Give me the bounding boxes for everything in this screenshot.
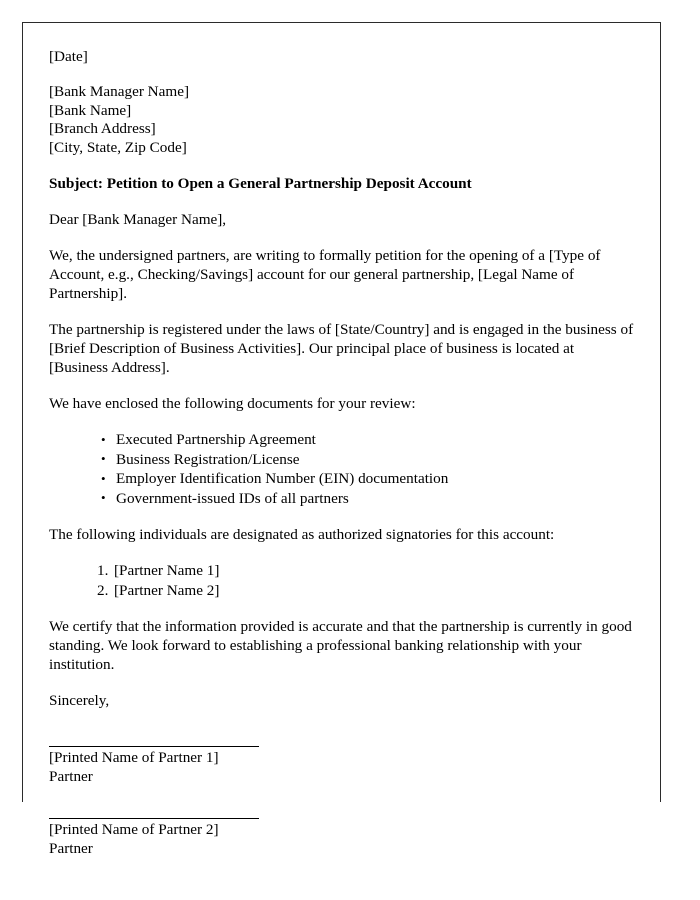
document-body	[49, 47, 635, 858]
printed-name: [Printed Name of Partner 2]	[49, 821, 219, 839]
enclosures-intro: We have enclosed the following documents for your review:	[49, 395, 416, 413]
signature-block-partner-1	[49, 746, 635, 786]
recipient-line: [City, State, Zip Code]	[49, 138, 187, 156]
list-item: • Government-issued IDs of all partners	[101, 489, 635, 509]
enclosures-list	[49, 430, 635, 508]
paragraph-registration: The partnership is registered under the laws of [State/Country] and is engaged in the business of [Brief Description of Business Activities]. Our principal place of business is located at [Business Address].	[49, 321, 634, 377]
list-item: [Partner Name 2]	[114, 581, 220, 599]
signatories-list	[49, 561, 635, 600]
subject-line: Subject: Petition to Open a General Partnership Deposit Account	[49, 175, 472, 193]
signature-spacer	[49, 727, 635, 746]
signer-title: Partner	[49, 768, 93, 786]
list-item: • Business Registration/License	[101, 450, 635, 470]
signer-title: Partner	[49, 840, 93, 858]
list-item: • Executed Partnership Agreement	[101, 430, 635, 450]
paragraph-certification: We certify that the information provided is accurate and that the partnership is currently in good standing. We look forward to establishing a professional banking relationship with your institution.	[49, 618, 632, 674]
list-item: • Employer Identification Number (EIN) documentation	[101, 469, 635, 489]
signature-block-partner-2	[49, 818, 635, 858]
printed-name: [Printed Name of Partner 1]	[49, 749, 219, 767]
signatories-intro: The following individuals are designated as authorized signatories for this account:	[49, 526, 555, 544]
date-line: [Date]	[49, 48, 88, 65]
recipient-line: [Bank Manager Name]	[49, 83, 190, 100]
closing: Sincerely,	[49, 692, 110, 710]
recipient-address-block	[49, 83, 635, 157]
recipient-line: [Bank Name]	[49, 101, 132, 119]
signature-gap	[49, 786, 635, 818]
salutation: Dear [Bank Manager Name],	[49, 211, 227, 229]
signature-rule	[49, 746, 259, 747]
document-page	[22, 22, 661, 858]
paragraph-request: We, the undersigned partners, are writing to formally petition for the opening of a [Type of Account, e.g., Checking/Savings] account for our general partnership, [Legal Name of Partnership].	[49, 247, 601, 303]
recipient-line: [Branch Address]	[49, 120, 156, 138]
list-item: [Partner Name 1]	[114, 562, 220, 580]
signature-rule	[49, 818, 259, 819]
